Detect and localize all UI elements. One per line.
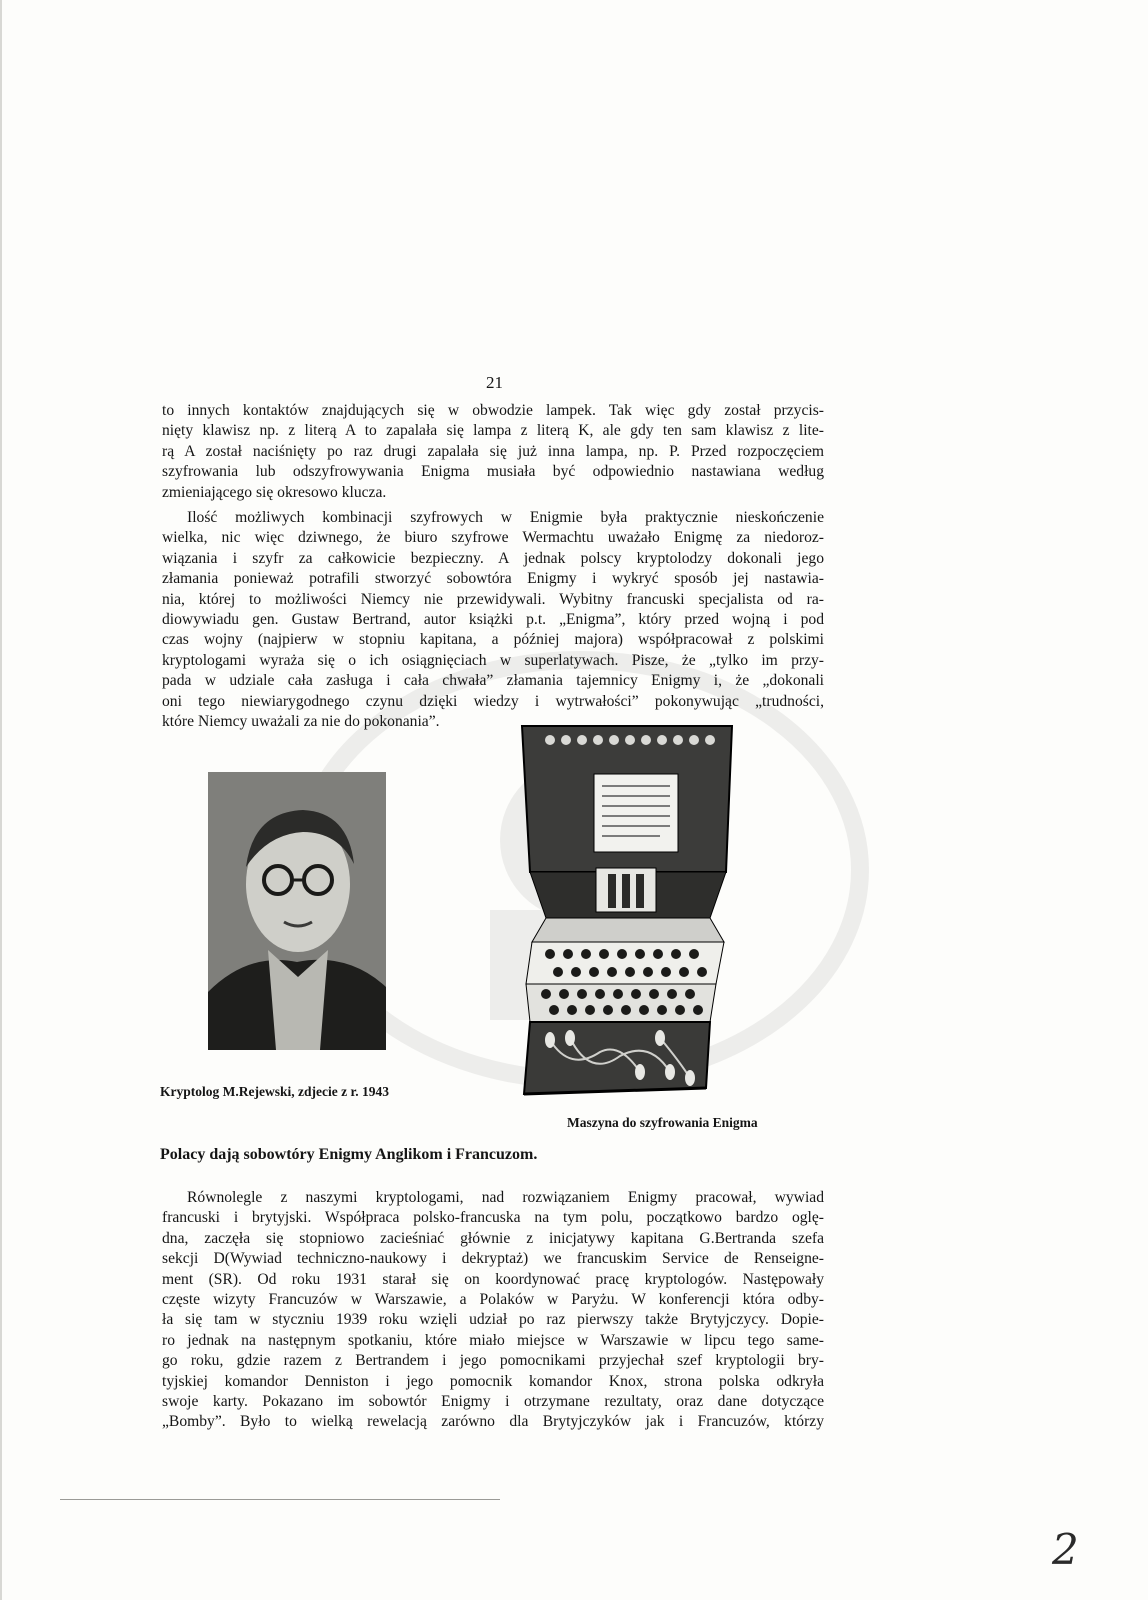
text-line: dna, zaczęła się stopniowo zacieśniać głównie z inicjatywy kapitana G.Bertranda szefa [162, 1229, 824, 1247]
text-line: ro jednak na następnym spotkaniu, które miało miejsce w Warszawie w lipcu tego same- [162, 1331, 824, 1349]
text-line: francuski i brytyjski. Współpraca polsko-francuska na tym polu, początkowo bardzo oglę- [162, 1209, 824, 1227]
text-line: ła się tam w styczniu 1939 roku wzięli udział po raz pierwszy także Brytyjczycy. Dopie- [162, 1311, 824, 1329]
text-line: częste wizyty Francuzów w Warszawie, a Polaków w Paryżu. W konferencji która odby- [162, 1291, 824, 1309]
paragraph-3 [162, 1188, 824, 1433]
section-heading: Polacy dają sobowtóry Enigmy Anglikom i Francuzom. [160, 1146, 538, 1163]
text-line: ment (SR). Od roku 1931 starał się on koordynować pracę kryptologów. Następowały [162, 1270, 824, 1288]
scan-line [60, 1499, 500, 1500]
text-line: które Niemcy uważali za nie do pokonania”. [162, 713, 440, 731]
text-line: złamania ponieważ potrafili stworzyć sobowtóra Enigmy i wykryć sposób jej nastawia- [162, 570, 824, 588]
text-line: „Bomby”. Było to wielką rewelacją zarówno dla Brytyjczyków jak i Francuzów, którzy [162, 1413, 824, 1431]
text-line: zmieniającego się okresowo klucza. [162, 483, 387, 501]
text-line: tyjskiej komandor Denniston i jego pomocnik komandor Knox, strona polska odkryła [162, 1372, 824, 1390]
text-line: Ilość możliwych kombinacji szyfrowych w Enigmie była praktycznie nieskończenie [187, 509, 824, 526]
handwritten-page-mark: 2 [1052, 1525, 1079, 1574]
paragraph-1 [162, 401, 824, 503]
page-number: 21 [486, 373, 503, 392]
portrait-photo [208, 772, 386, 1050]
text-line: Równolegle z naszymi kryptologami, nad rozwiązaniem Enigmy pracował, wywiad [187, 1189, 824, 1206]
portrait-caption: Kryptolog M.Rejewski, zdjecie z r. 1943 [160, 1084, 389, 1099]
paragraph-2 [162, 508, 824, 732]
text-line: rą A został naciśnięty po raz drugi zapalała się już inna lampa, np. P. Przed rozpoczęciem [162, 442, 824, 460]
text-line: pada w udziale cała zasługa i cała chwała” złamania tajemnicy Enigmy i, że „dokonali [162, 672, 824, 690]
text-line: nięty klawisz np. z literą A to zapalała się lampa z literą K, ale gdy ten sam klawisz z lite- [162, 422, 824, 440]
text-line: wiązania i szyfr za całkowicie bezpieczny. A jednak polscy kryptolodzy dokonali jego [162, 549, 824, 567]
text-line: oni tego niewiarygodnego czynu dzięki wiedzy i wytrwałości” pokonywując „trudności, [162, 692, 824, 710]
scan-edge [0, 0, 2, 1600]
text-line: kryptologami wyraża się o ich osiągnięciach w superlatywach. Pisze, że „tylko im przy- [162, 651, 824, 669]
text-line: swoje karty. Pokazano im sobowtór Enigmy i otrzymane rezultaty, oraz dane dotyczące [162, 1393, 824, 1411]
text-line: czas wojny (najpierw w stopniu kapitana, a później majora) współpracował z polskimi [162, 631, 824, 649]
text-line: go roku, gdzie razem z Bertrandem i jego pomocnikami przyjechał szef kryptologii bry- [162, 1352, 824, 1370]
enigma-machine-photo [510, 722, 738, 1104]
text-line: nia, której to możliwości Niemcy nie przewidywali. Wybitny francuski specjalista od ra- [162, 590, 824, 608]
text-line: sekcji D(Wywiad techniczno-naukowy i dekryptaż) we francuskim Service de Renseigne- [162, 1250, 824, 1268]
text-line: szyfrowania lub odszyfrowywania Enigma musiała być odpowiednio nastawiana według [162, 463, 824, 481]
text-line: to innych kontaktów znajdujących się w obwodzie lampek. Tak więc gdy został przycis- [162, 402, 824, 419]
text-line: diowywiadu gen. Gustaw Bertrand, autor książki p.t. „Enigma”, który przed wojną i pod [162, 611, 824, 629]
text-line: wielka, nic więc dziwnego, że biuro szyfrowe Wermachtu uważało Enigmę za niedoroz- [162, 529, 824, 547]
enigma-caption: Maszyna do szyfrowania Enigma [567, 1115, 758, 1130]
